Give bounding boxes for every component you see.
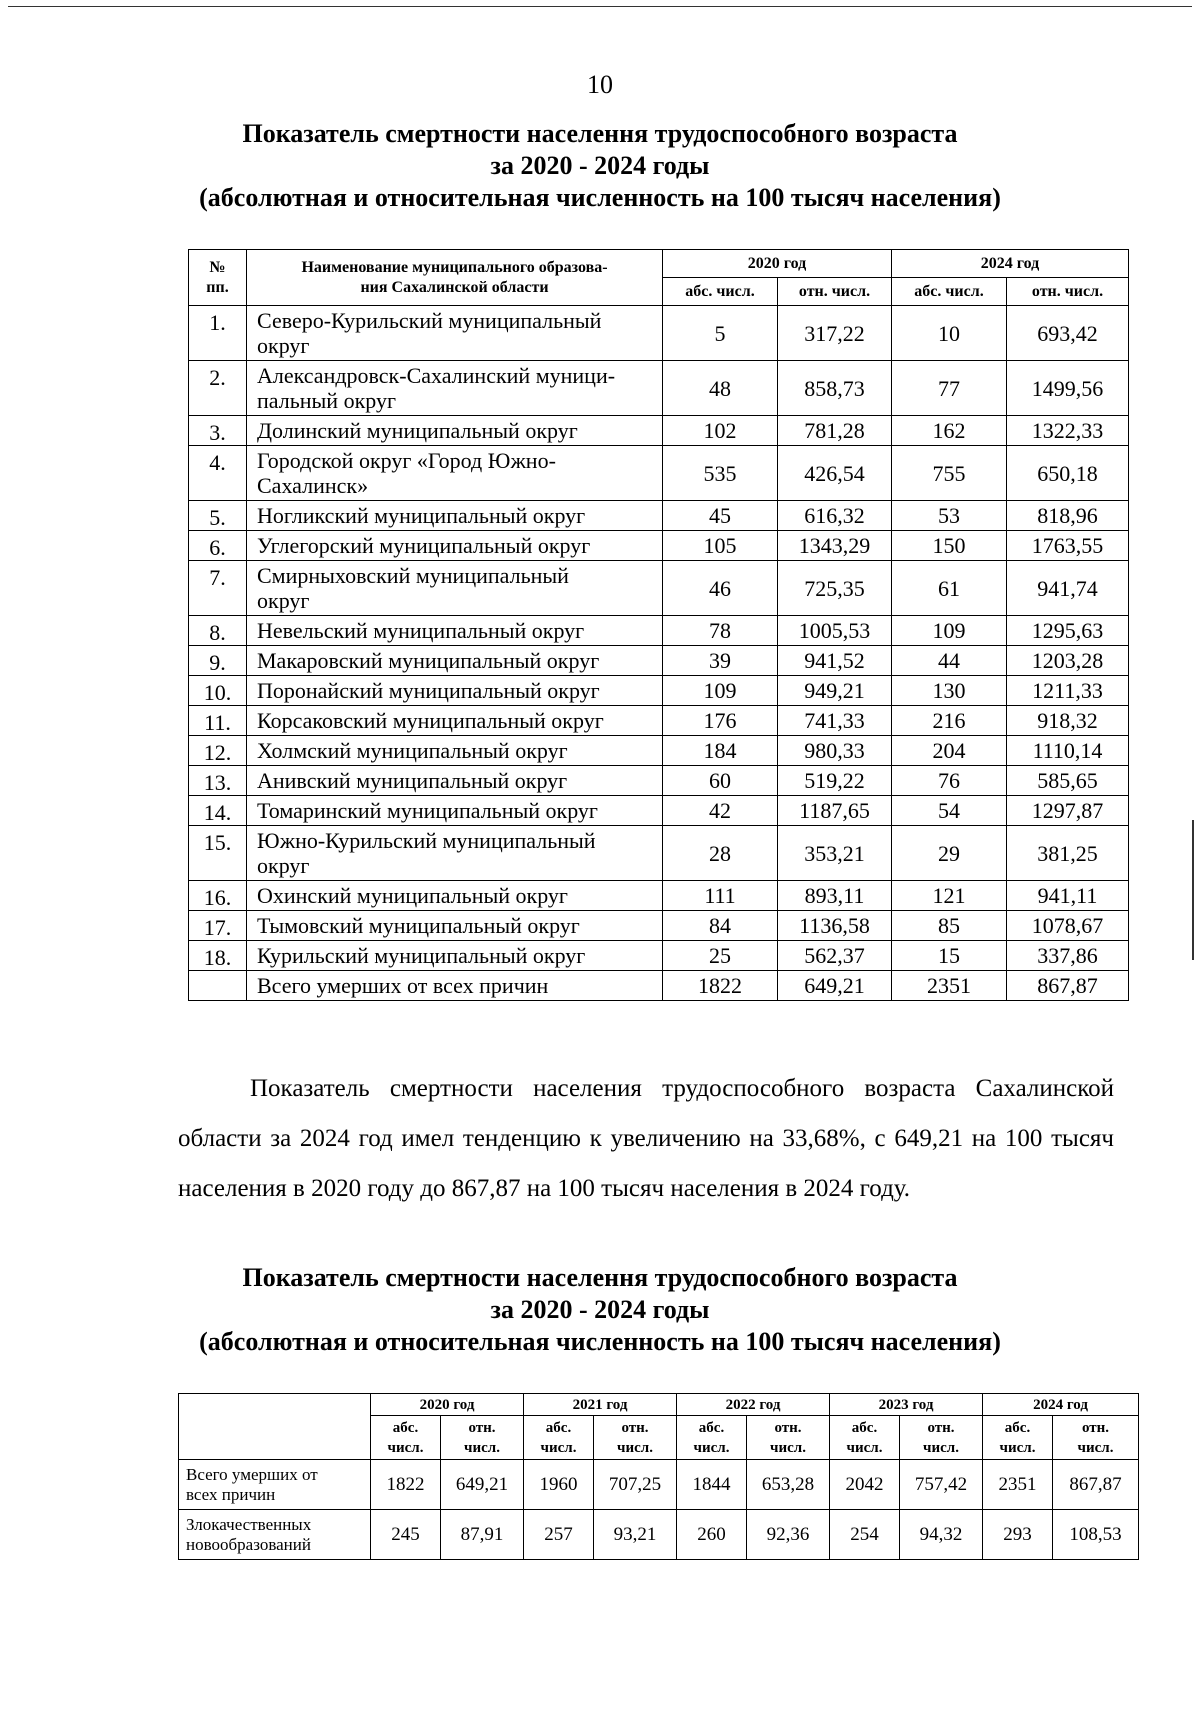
value-cell: 257 (524, 1510, 594, 1560)
heading-line: (абсолютная и относительная численность на 100 тысяч населения) (199, 183, 1001, 212)
table2-heading (0, 1262, 1200, 1358)
value-r20: 980,33 (778, 736, 892, 766)
col-header-abs-2020: абс. числ. (663, 278, 778, 306)
value-cell: 1960 (524, 1460, 594, 1510)
value-a24: 755 (892, 446, 1007, 501)
row-number: 13. (189, 766, 247, 796)
value-a24: 2351 (892, 971, 1007, 1001)
value-a20: 5 (663, 306, 778, 361)
value-cell: 108,53 (1053, 1510, 1139, 1560)
municipal-mortality-table (188, 249, 1129, 1001)
value-r20: 1187,65 (778, 796, 892, 826)
row-number: 12. (189, 736, 247, 766)
row-number: 3. (189, 416, 247, 446)
value-r20: 858,73 (778, 361, 892, 416)
value-r20: 725,35 (778, 561, 892, 616)
value-r20: 519,22 (778, 766, 892, 796)
value-r20: 317,22 (778, 306, 892, 361)
municipality-name: Смирныховский муниципальный округ (247, 561, 663, 616)
table-row (189, 736, 1129, 766)
municipality-name: Александровск-Сахалинский муници- пальный округ (247, 361, 663, 416)
value-a24: 77 (892, 361, 1007, 416)
municipality-name: Охинский муниципальный округ (247, 881, 663, 911)
scan-edge-mark (1192, 820, 1194, 960)
value-r24: 1110,14 (1007, 736, 1129, 766)
table1-heading (0, 118, 1200, 214)
municipality-name: Курильский муниципальный округ (247, 941, 663, 971)
value-r24: 585,65 (1007, 766, 1129, 796)
table-row (189, 706, 1129, 736)
row-number: 11. (189, 706, 247, 736)
row-number: 10. (189, 676, 247, 706)
value-r24: 1078,67 (1007, 911, 1129, 941)
value-r24: 941,74 (1007, 561, 1129, 616)
col-header-year-2024: 2024 год (892, 250, 1129, 278)
abs-subheader: абс. числ. (524, 1416, 594, 1460)
value-cell: 87,91 (441, 1510, 524, 1560)
value-cell: 653,28 (747, 1460, 830, 1510)
value-r20: 1136,58 (778, 911, 892, 941)
municipality-name: Южно-Курильский муниципальный округ (247, 826, 663, 881)
col-header-municipality: Наименование муниципального образова- ния Сахалинской области (247, 250, 663, 306)
value-cell: 1844 (677, 1460, 747, 1510)
value-a20: 535 (663, 446, 778, 501)
heading-line: за 2020 - 2024 годы (490, 151, 710, 180)
abs-subheader: абс. числ. (830, 1416, 900, 1460)
value-r24: 818,96 (1007, 501, 1129, 531)
rel-subheader: отн. числ. (594, 1416, 677, 1460)
value-r20: 949,21 (778, 676, 892, 706)
table-row (189, 941, 1129, 971)
value-r24: 1499,56 (1007, 361, 1129, 416)
value-r24: 1322,33 (1007, 416, 1129, 446)
value-r20: 649,21 (778, 971, 892, 1001)
value-a20: 42 (663, 796, 778, 826)
mortality-by-year-table (178, 1393, 1139, 1560)
value-r24: 337,86 (1007, 941, 1129, 971)
abs-subheader: абс. числ. (677, 1416, 747, 1460)
value-a20: 60 (663, 766, 778, 796)
table-row (189, 306, 1129, 361)
value-a24: 85 (892, 911, 1007, 941)
value-a24: 76 (892, 766, 1007, 796)
value-a24: 150 (892, 531, 1007, 561)
row-number (189, 971, 247, 1001)
value-a24: 162 (892, 416, 1007, 446)
row-number: 17. (189, 911, 247, 941)
table-row (189, 796, 1129, 826)
value-cell: 92,36 (747, 1510, 830, 1560)
year-header: 2023 год (830, 1394, 983, 1416)
table-row (179, 1510, 1139, 1560)
value-r24: 381,25 (1007, 826, 1129, 881)
table-row (189, 561, 1129, 616)
table-row (189, 881, 1129, 911)
value-r20: 1343,29 (778, 531, 892, 561)
municipality-name: Северо-Курильский муниципальный округ (247, 306, 663, 361)
value-a20: 39 (663, 646, 778, 676)
rel-subheader: отн. числ. (747, 1416, 830, 1460)
municipality-name: Ногликский муниципальный округ (247, 501, 663, 531)
row-label: Злокачественных новообразований (179, 1510, 371, 1560)
corner-cell (179, 1394, 371, 1460)
value-a20: 102 (663, 416, 778, 446)
value-r20: 1005,53 (778, 616, 892, 646)
value-a20: 25 (663, 941, 778, 971)
municipality-name: Холмский муниципальный округ (247, 736, 663, 766)
value-cell: 2042 (830, 1460, 900, 1510)
value-cell: 867,87 (1053, 1460, 1139, 1510)
rel-subheader: отн. числ. (900, 1416, 983, 1460)
value-r20: 781,28 (778, 416, 892, 446)
value-r24: 650,18 (1007, 446, 1129, 501)
value-r20: 893,11 (778, 881, 892, 911)
municipality-name: Углегорский муниципальный округ (247, 531, 663, 561)
value-a20: 28 (663, 826, 778, 881)
value-a20: 48 (663, 361, 778, 416)
col-header-rel-2020: отн. числ. (778, 278, 892, 306)
value-cell: 1822 (371, 1460, 441, 1510)
row-number: 5. (189, 501, 247, 531)
table-row (189, 361, 1129, 416)
municipality-name: Тымовский муниципальный округ (247, 911, 663, 941)
value-r24: 941,11 (1007, 881, 1129, 911)
value-r20: 741,33 (778, 706, 892, 736)
value-r24: 693,42 (1007, 306, 1129, 361)
municipality-name: Макаровский муниципальный округ (247, 646, 663, 676)
col-header-abs-2024: абс. числ. (892, 278, 1007, 306)
row-number: 8. (189, 616, 247, 646)
heading-line: Показатель смертности населення трудоспособного возраста (242, 119, 958, 148)
value-cell: 2351 (983, 1460, 1053, 1510)
municipality-name: Долинский муниципальный округ (247, 416, 663, 446)
value-a20: 184 (663, 736, 778, 766)
value-a20: 105 (663, 531, 778, 561)
row-number: 16. (189, 881, 247, 911)
abs-subheader: абс. числ. (371, 1416, 441, 1460)
value-cell: 649,21 (441, 1460, 524, 1510)
table-row (189, 446, 1129, 501)
value-r20: 426,54 (778, 446, 892, 501)
value-a20: 84 (663, 911, 778, 941)
row-number: 2. (189, 361, 247, 416)
value-a24: 121 (892, 881, 1007, 911)
value-cell: 93,21 (594, 1510, 677, 1560)
table-row (179, 1460, 1139, 1510)
value-cell: 260 (677, 1510, 747, 1560)
value-a24: 54 (892, 796, 1007, 826)
value-cell: 254 (830, 1510, 900, 1560)
row-label: Всего умерших от всех причин (179, 1460, 371, 1510)
value-r24: 1763,55 (1007, 531, 1129, 561)
row-number: 15. (189, 826, 247, 881)
municipality-name: Городской округ «Город Южно- Сахалинск» (247, 446, 663, 501)
scan-edge-line (8, 6, 1192, 7)
value-a24: 15 (892, 941, 1007, 971)
value-a24: 61 (892, 561, 1007, 616)
col-header-year-2020: 2020 год (663, 250, 892, 278)
value-cell: 94,32 (900, 1510, 983, 1560)
value-a20: 176 (663, 706, 778, 736)
abs-subheader: абс. числ. (983, 1416, 1053, 1460)
value-r24: 867,87 (1007, 971, 1129, 1001)
municipality-name: Невельский муниципальный округ (247, 616, 663, 646)
page-number: 10 (587, 70, 613, 99)
year-header: 2024 год (983, 1394, 1139, 1416)
municipality-name: Всего умерших от всех причин (247, 971, 663, 1001)
table-row (189, 676, 1129, 706)
row-number: 6. (189, 531, 247, 561)
row-number: 9. (189, 646, 247, 676)
value-r20: 616,32 (778, 501, 892, 531)
rel-subheader: отн. числ. (441, 1416, 524, 1460)
table-row (189, 911, 1129, 941)
row-number: 4. (189, 446, 247, 501)
table-row (189, 531, 1129, 561)
col-header-number: № пп. (189, 250, 247, 306)
year-header: 2021 год (524, 1394, 677, 1416)
value-a20: 109 (663, 676, 778, 706)
value-a24: 53 (892, 501, 1007, 531)
table-row (189, 766, 1129, 796)
value-a20: 45 (663, 501, 778, 531)
col-header-rel-2024: отн. числ. (1007, 278, 1129, 306)
value-a24: 29 (892, 826, 1007, 881)
table-row (189, 971, 1129, 1001)
value-a24: 109 (892, 616, 1007, 646)
value-a20: 78 (663, 616, 778, 646)
value-a20: 111 (663, 881, 778, 911)
row-number: 1. (189, 306, 247, 361)
value-r24: 1297,87 (1007, 796, 1129, 826)
year-header: 2022 год (677, 1394, 830, 1416)
table-row (189, 646, 1129, 676)
table-row (189, 501, 1129, 531)
municipality-name: Анивский муниципальный округ (247, 766, 663, 796)
value-a24: 216 (892, 706, 1007, 736)
value-cell: 293 (983, 1510, 1053, 1560)
value-r24: 1295,63 (1007, 616, 1129, 646)
value-r20: 941,52 (778, 646, 892, 676)
municipality-name: Поронайский муниципальный округ (247, 676, 663, 706)
rel-subheader: отн. числ. (1053, 1416, 1139, 1460)
value-r20: 562,37 (778, 941, 892, 971)
row-number: 7. (189, 561, 247, 616)
value-r24: 918,32 (1007, 706, 1129, 736)
heading-line: Показатель смертности населення трудоспособного возраста (242, 1263, 958, 1292)
value-cell: 245 (371, 1510, 441, 1560)
value-r24: 1203,28 (1007, 646, 1129, 676)
value-cell: 707,25 (594, 1460, 677, 1510)
year-header: 2020 год (371, 1394, 524, 1416)
value-a24: 204 (892, 736, 1007, 766)
summary-paragraph: Показатель смертности населения трудоспособного возраста Сахалинской области за 2024 год имел тенденцию к увеличению на 33,68%, с 649,21 на 100 тысяч населения в 2020 году до 867,87 на 100 тысяч населения в 2024 году. (178, 1075, 1114, 1202)
value-a24: 130 (892, 676, 1007, 706)
table-row (189, 616, 1129, 646)
heading-line: (абсолютная и относительная численность на 100 тысяч населения) (199, 1327, 1001, 1356)
municipality-name: Томаринский муниципальный округ (247, 796, 663, 826)
table-row (189, 416, 1129, 446)
value-a24: 10 (892, 306, 1007, 361)
row-number: 18. (189, 941, 247, 971)
value-cell: 757,42 (900, 1460, 983, 1510)
value-a20: 1822 (663, 971, 778, 1001)
heading-line: за 2020 - 2024 годы (490, 1295, 710, 1324)
row-number: 14. (189, 796, 247, 826)
value-r20: 353,21 (778, 826, 892, 881)
value-a24: 44 (892, 646, 1007, 676)
table-row (189, 826, 1129, 881)
municipality-name: Корсаковский муниципальный округ (247, 706, 663, 736)
value-r24: 1211,33 (1007, 676, 1129, 706)
value-a20: 46 (663, 561, 778, 616)
